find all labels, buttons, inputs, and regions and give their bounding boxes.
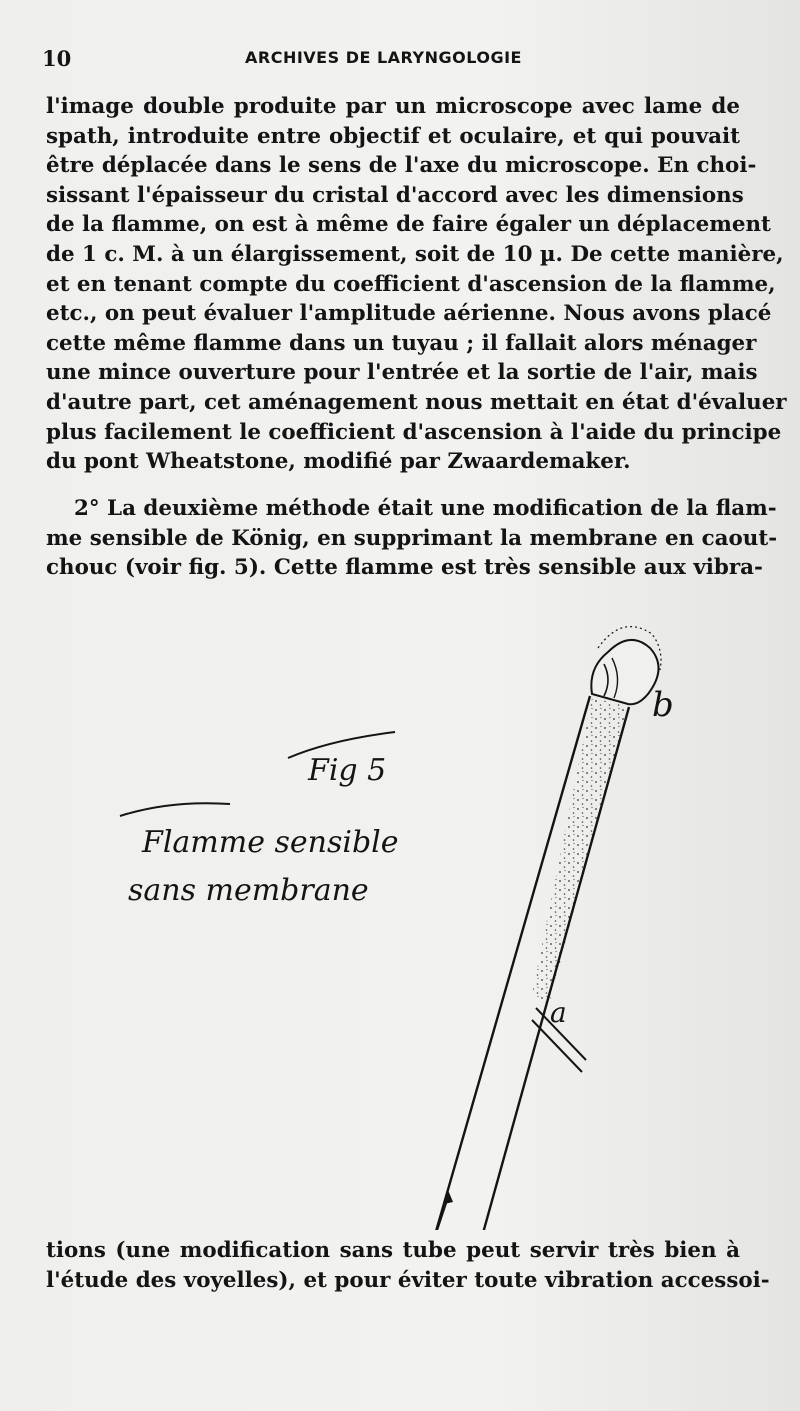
page-header <box>40 44 760 74</box>
text-line: l'image double produite par un microscope avec lame de <box>46 94 740 119</box>
text-line: 2° La deuxième méthode était une modification de la flam- <box>74 496 777 521</box>
text-line: une mince ouverture pour l'entrée et la sortie de l'air, mais <box>46 360 758 386</box>
text-line: me sensible de König, en supprimant la membrane en caout- <box>46 525 778 551</box>
figure-label: Fig 5 <box>308 753 387 788</box>
page-number: 10 <box>42 46 72 71</box>
text-line: cette même flamme dans un tuyau ; il fallait alors ménager <box>46 330 757 356</box>
paragraph-1 <box>46 92 787 477</box>
figure-5-drawing <box>0 590 800 1230</box>
paragraph-3 <box>46 1236 770 1295</box>
text-line: être déplacée dans le sens de l'axe du microscope. En choi- <box>46 153 757 179</box>
text-line: etc., on peut évaluer l'amplitude aérienne. Nous avons placé <box>46 301 772 327</box>
text-line: tions (une modification sans tube peut servir très bien à <box>46 1238 740 1263</box>
text-line: de 1 c. M. à un élargissement, soit de 10 µ. De cette manière, <box>46 241 784 267</box>
text-line: et en tenant compte du coefficient d'ascension de la flamme, <box>46 271 776 297</box>
label-a: a <box>550 996 567 1029</box>
paragraph-2 <box>46 494 778 583</box>
text-line: chouc (voir fig. 5). Cette flamme est très sensible aux vibra- <box>46 555 763 581</box>
text-line: l'étude des voyelles), et pour éviter toute vibration accessoi- <box>46 1267 770 1293</box>
running-head: ARCHIVES DE LARYNGOLOGIE <box>245 48 522 67</box>
text-line: du pont Wheatstone, modifié par Zwaardemaker. <box>46 449 631 475</box>
caption-line-2: sans membrane <box>128 873 369 908</box>
text-line: sissant l'épaisseur du cristal d'accord avec les dimensions <box>46 182 744 208</box>
text-line: spath, introduite entre objectif et oculaire, et qui pouvait <box>46 123 740 149</box>
burner-tube <box>422 627 661 1230</box>
underline-stroke <box>120 803 230 816</box>
text-line: de la flamme, on est à même de faire égaler un déplacement <box>46 212 771 238</box>
figure-5 <box>0 590 800 1230</box>
label-b: b <box>652 685 674 725</box>
caption-line-1: Flamme sensible <box>142 825 399 860</box>
text-line: plus facilement le coefficient d'ascension à l'aide du principe <box>46 419 782 445</box>
text-line: d'autre part, cet aménagement nous mettait en état d'évaluer <box>46 389 787 415</box>
